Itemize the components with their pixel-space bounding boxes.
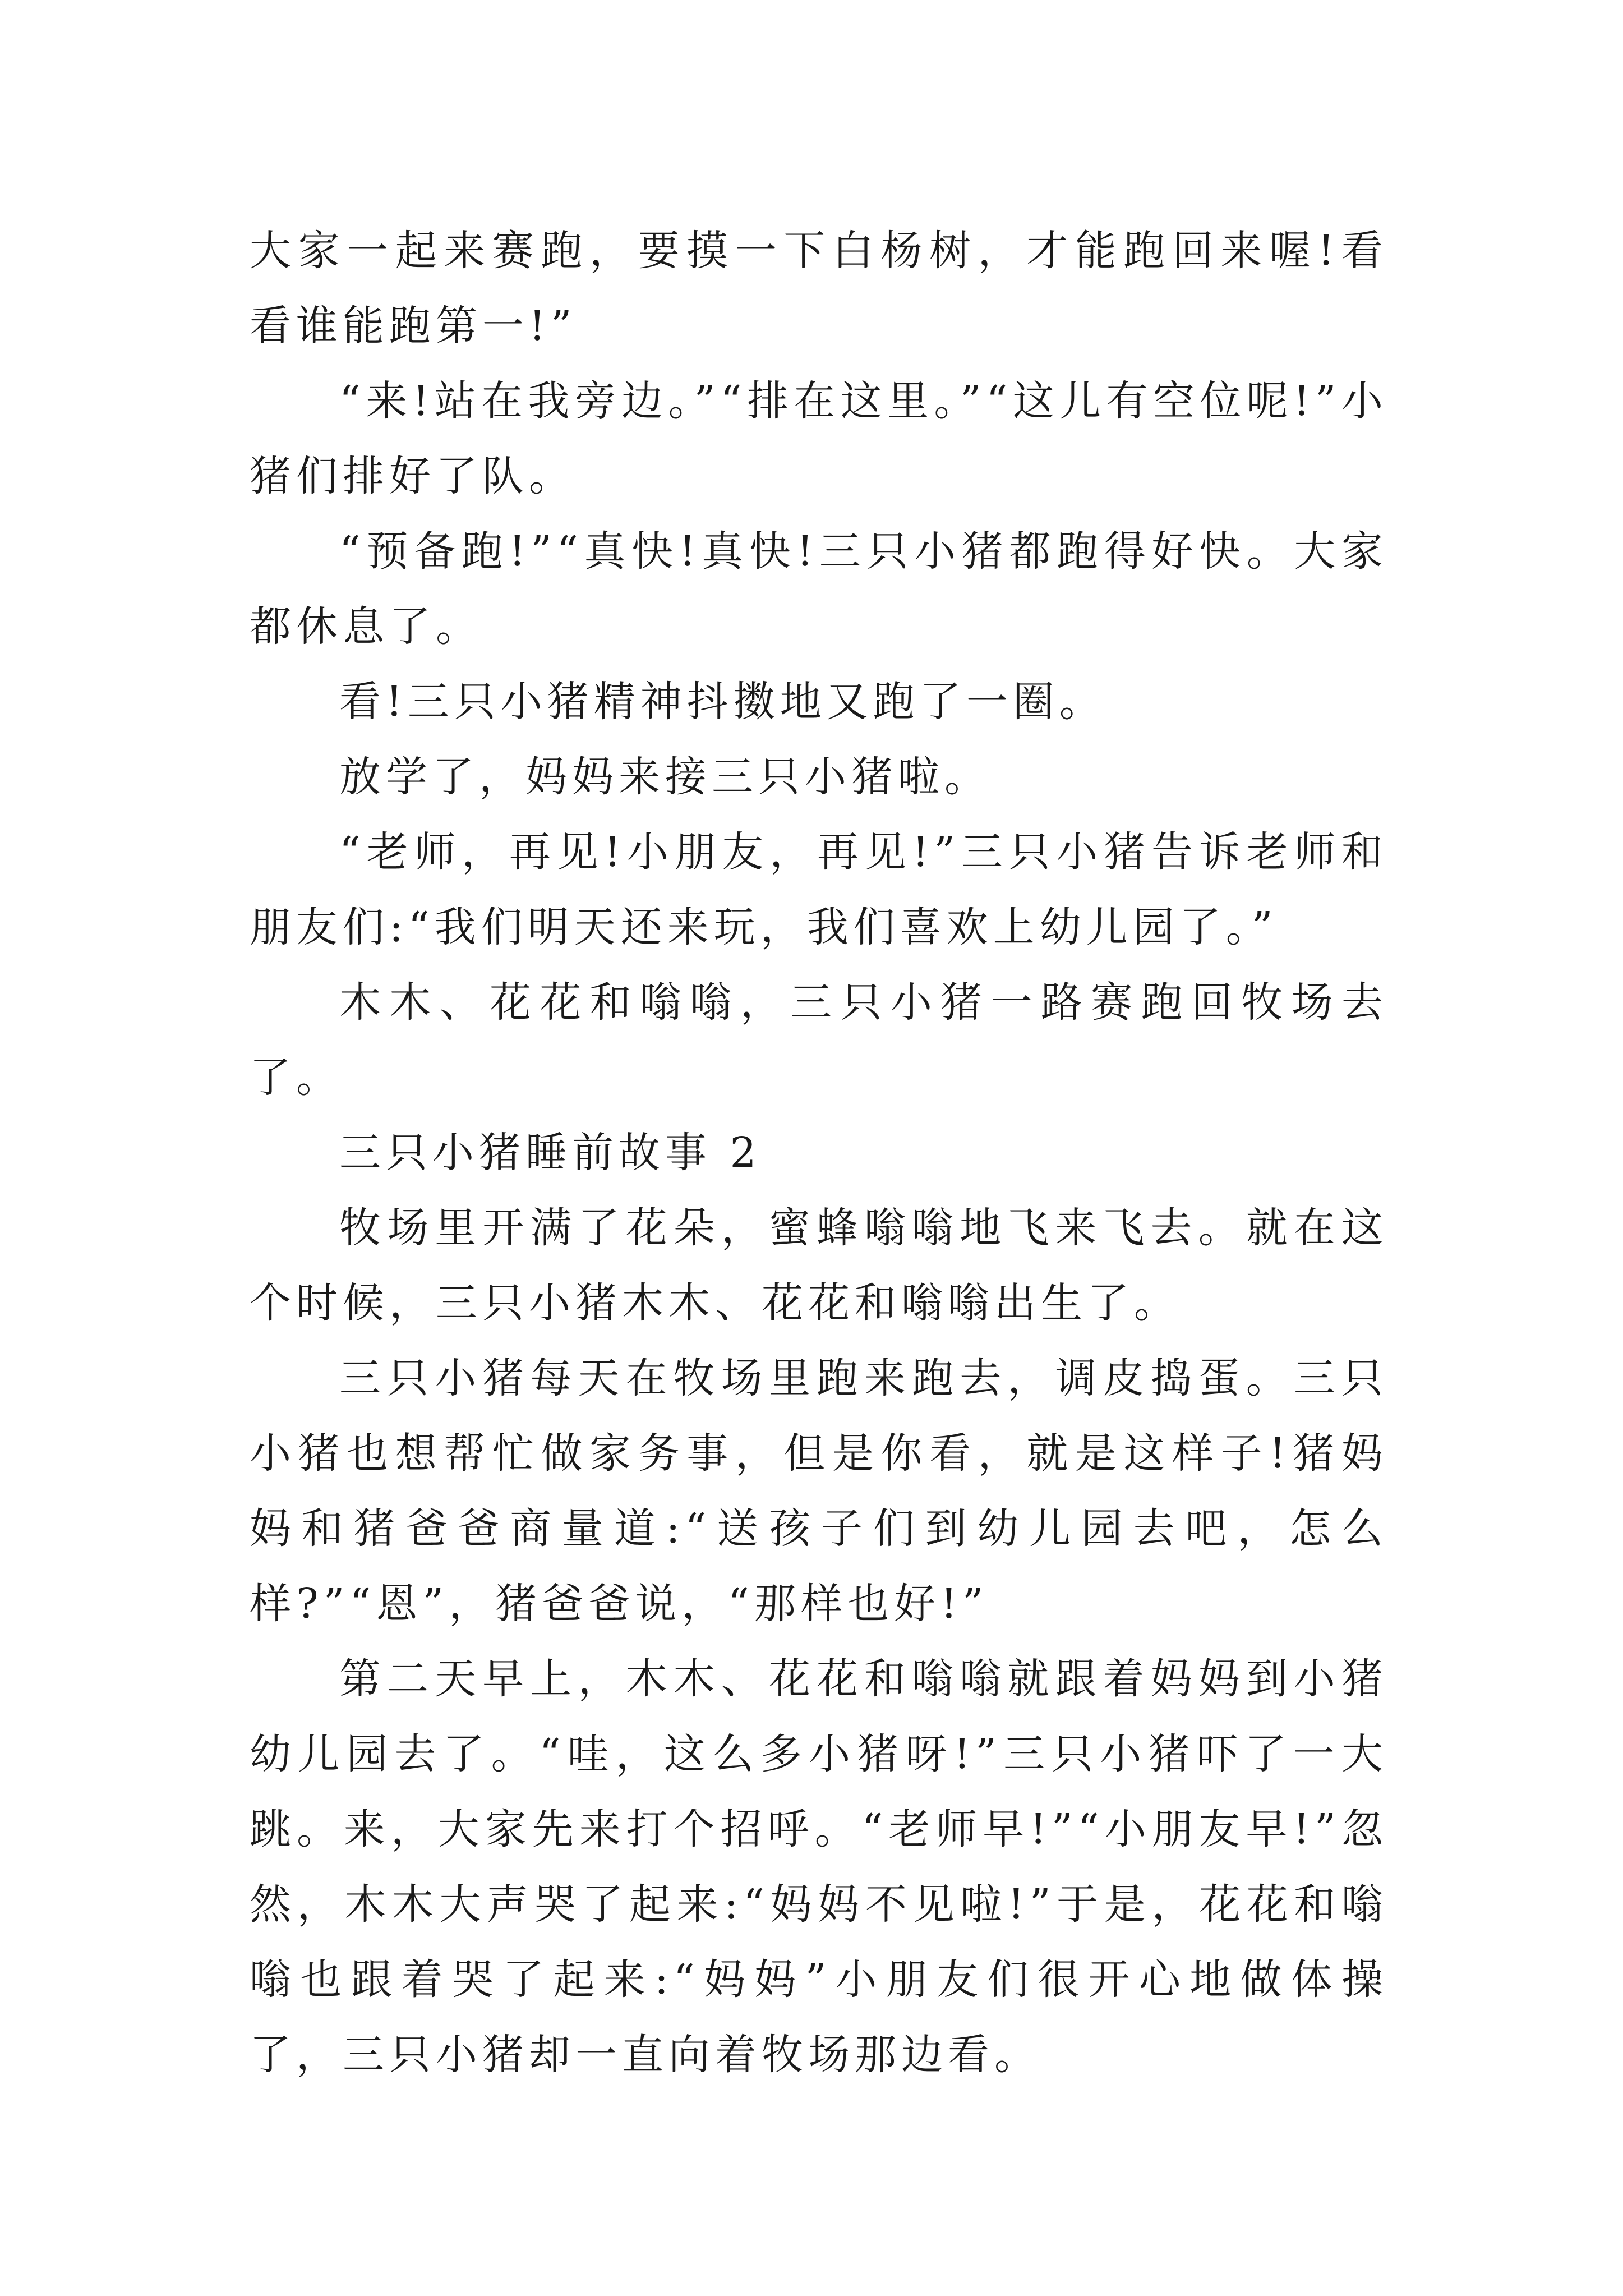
paragraph-6: “老师，再见!小朋友，再见!”三只小猪告诉老师和朋友们:“我们明天还来玩，我们喜欢上幼儿园了。” xyxy=(250,828,1388,951)
paragraph-1: 大家一起来赛跑，要摸一下白杨树，才能跑回来喔!看看谁能跑第一!” xyxy=(250,227,1388,350)
document-body xyxy=(250,213,1388,2092)
paragraph-5: 放学了，妈妈来接三只小猪啦。 xyxy=(339,753,991,801)
paragraph-2: “来!站在我旁边。”“排在这里。”“这儿有空位呢!”小猪们排好了队。 xyxy=(250,377,1388,500)
paragraph-11: 第二天早上，木木、花花和嗡嗡就跟着妈妈到小猪幼儿园去了。“哇，这么多小猪呀!”三只小猪吓了一大跳。来，大家先来打个招呼。“老师早!”“小朋友早!”忽然，木木大声哭了起来:“妈妈不见啦!”于是，花花和嗡嗡也跟着哭了起来:“妈妈”小朋友们很开心地做体操了，三只小猪却一直向着牧场那边看。 xyxy=(250,1655,1388,2079)
paragraph-3: “预备跑!”“真快!真快!三只小猪都跑得好快。大家都休息了。 xyxy=(250,527,1388,651)
paragraph-4: 看!三只小猪精神抖擞地又跑了一圈。 xyxy=(339,678,1106,726)
paragraph-9: 牧场里开满了花朵，蜜蜂嗡嗡地飞来飞去。就在这个时候，三只小猪木木、花花和嗡嗡出生了。 xyxy=(250,1204,1388,1327)
paragraph-7: 木木、花花和嗡嗡，三只小猪一路赛跑回牧场去了。 xyxy=(250,978,1388,1102)
paragraph-10: 三只小猪每天在牧场里跑来跑去，调皮捣蛋。三只小猪也想帮忙做家务事，但是你看，就是这样子!猪妈妈和猪爸爸商量道:“送孩子们到幼儿园去吧，怎么样?”“恩”，猪爸爸说，“那样也好!” xyxy=(250,1354,1388,1628)
section-heading: 三只小猪睡前故事 2 xyxy=(339,1129,762,1177)
